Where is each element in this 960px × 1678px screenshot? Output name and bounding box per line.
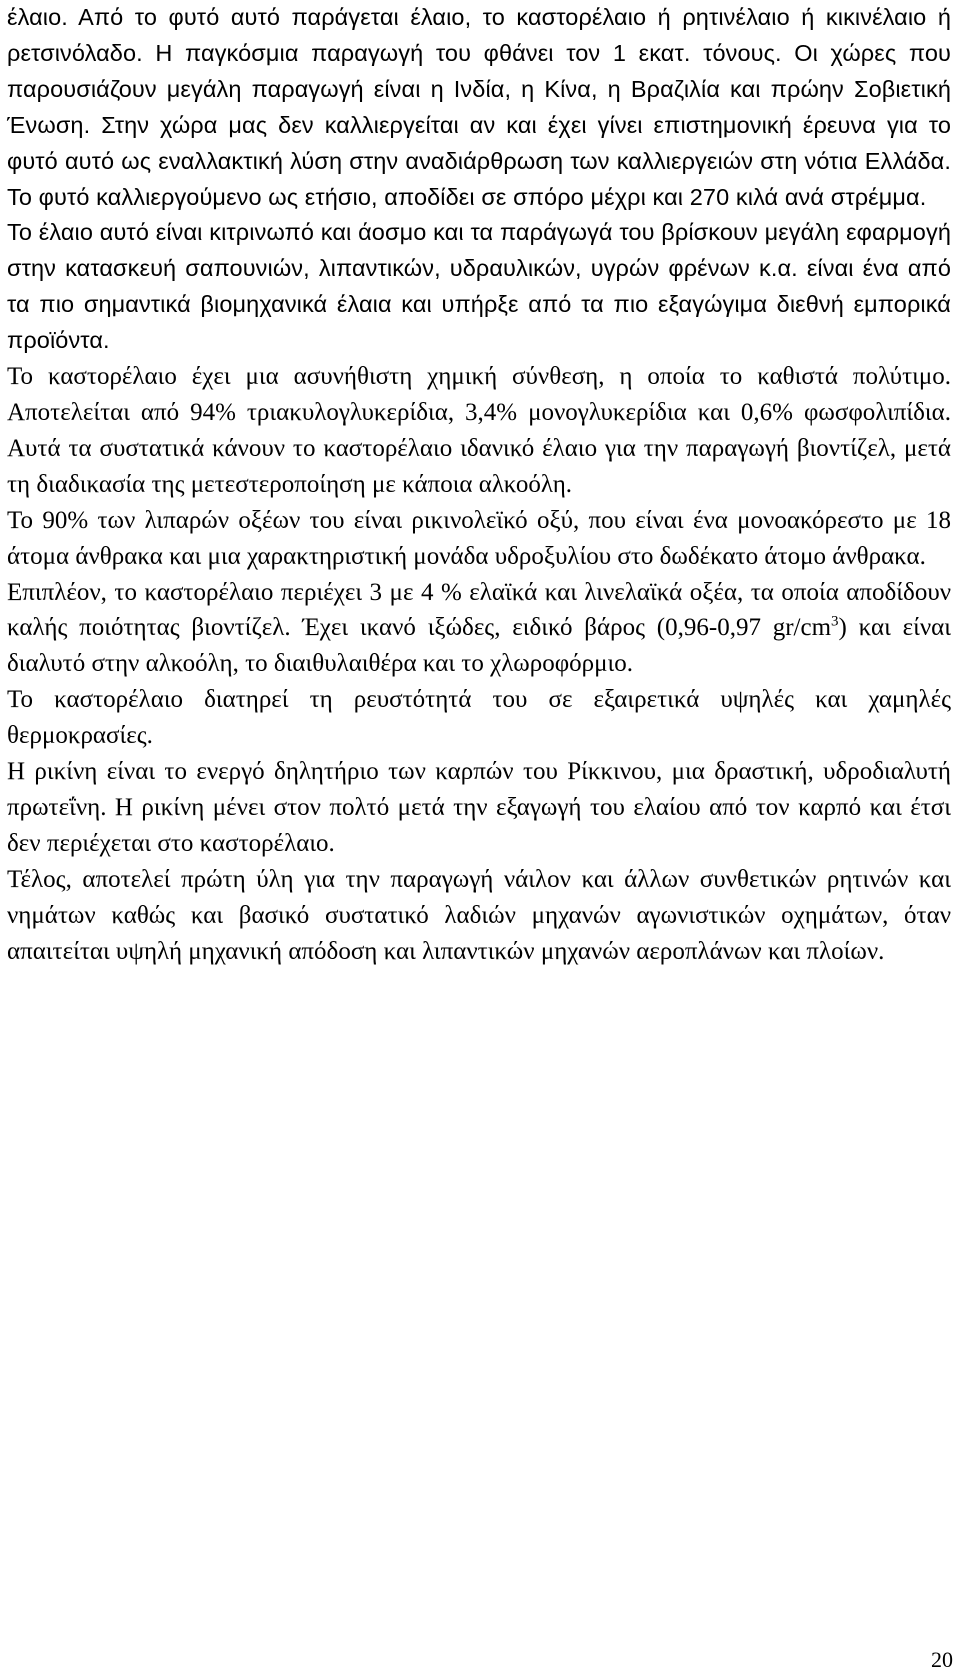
paragraph-properties-text-a: Επιπλέον, το καστορέλαιο περιέχει 3 με 4 % ελαϊκά και λινελαϊκά οξέα, τα οποία αποδίδουν καλής ποιότητας βιοντίζελ. Έχει ικανό ιξώδες, ειδικό βάρος (0,96-0,97 gr/cm <box>7 578 951 642</box>
paragraph-fatty-acids: Το 90% των λιπαρών οξέων του είναι ρικινολεϊκό οξύ, που είναι ένα μονοακόρεστο με 18 άτομα άνθρακα και μια χαρακτηριστική μονάδα υδροξυλίου στο δωδέκατο άτομο άνθρακα. <box>7 506 951 570</box>
superscript-exponent: 3 <box>831 614 839 631</box>
paragraph-composition: Το καστορέλαιο έχει μια ασυνήθιστη χημική σύνθεση, η οποία το καθιστά πολύτιμο. Αποτελείται από 94% τριακυλογλυκερίδια, 3,4% μονογλυκερίδια και 0,6% φωσφολιπίδια. Αυτά τα συστατικά κάνουν το καστορέλαιο ιδανικό έλαιο για την παραγωγή βιοντίζελ, μετά τη διαδικασία της μετεστεροποίηση με κάποια αλκοόλη. <box>7 363 951 498</box>
paragraph-properties <box>7 575 951 683</box>
page-number: 20 <box>931 1647 953 1672</box>
paragraph-uses: Το έλαιο αυτό είναι κιτρινωπό και άοσμο και τα παράγωγά του βρίσκουν μεγάλη εφαρμογή στην κατασκευή σαπουνιών, λιπαντικών, υδραυλικών, υγρών φρένων κ.α. είναι ένα από τα πιο σημαντικά βιομηχανικά έλαια και υπήρξε από τα πιο εξαγώγιμα διεθνή εμπορικά προϊόντα. <box>7 219 951 354</box>
body-text <box>7 0 951 969</box>
paragraph-ricin: Η ρικίνη είναι το ενεργό δηλητήριο των καρπών του Ρίκκινου, μια δραστική, υδροδιαλυτή πρωτεΐνη. Η ρικίνη μένει στον πολτό μετά την εξαγωγή του ελαίου από τον καρπό και έτσι δεν περιέχεται στο καστορέλαιο. <box>7 758 951 857</box>
paragraph-raw-material: Τέλος, αποτελεί πρώτη ύλη για την παραγωγή νάιλον και άλλων συνθετικών ρητινών και νημάτων καθώς και βασικό συστατικό λαδιών μηχανών αγωνιστικών οχημάτων, όταν απαιτείται υψηλή μηχανική απόδοση και λιπαντικών μηχανών αεροπλάνων και πλοίων. <box>7 865 951 965</box>
paragraph-fluidity: Το καστορέλαιο διατηρεί τη ρευστότητά του σε εξαιρετικά υψηλές και χαμηλές θερμοκρασίες. <box>7 686 951 750</box>
paragraph-properties-text-b: ) και είναι διαλυτό στην αλκοόλη, το διαιθυλαιθέρα και το χλωροφόρμιο. <box>7 614 951 678</box>
paragraph-castor-overview: έλαιο. Από το φυτό αυτό παράγεται έλαιο, το καστορέλαιο ή ρητινέλαιο ή κικινέλαιο ή ρετσινόλαδο. Η παγκόσμια παραγωγή του φθάνει τον 1 εκατ. τόνους. Οι χώρες που παρουσιάζουν μεγάλη παραγωγή είναι η Ινδία, η Κίνα, η Βραζιλία και πρώην Σοβιετική Ένωση. Στην χώρα μας δεν καλλιεργείται αν και έχει γίνει επιστημονική έρευνα για το φυτό αυτό ως εναλλακτική λύση στην αναδιάρθρωση των καλλιεργειών στη νότια Ελλάδα. Το φυτό καλλιεργούμενο ως ετήσιο, αποδίδει σε σπόρο μέχρι και 270 κιλά ανά στρέμμα. <box>7 4 951 210</box>
